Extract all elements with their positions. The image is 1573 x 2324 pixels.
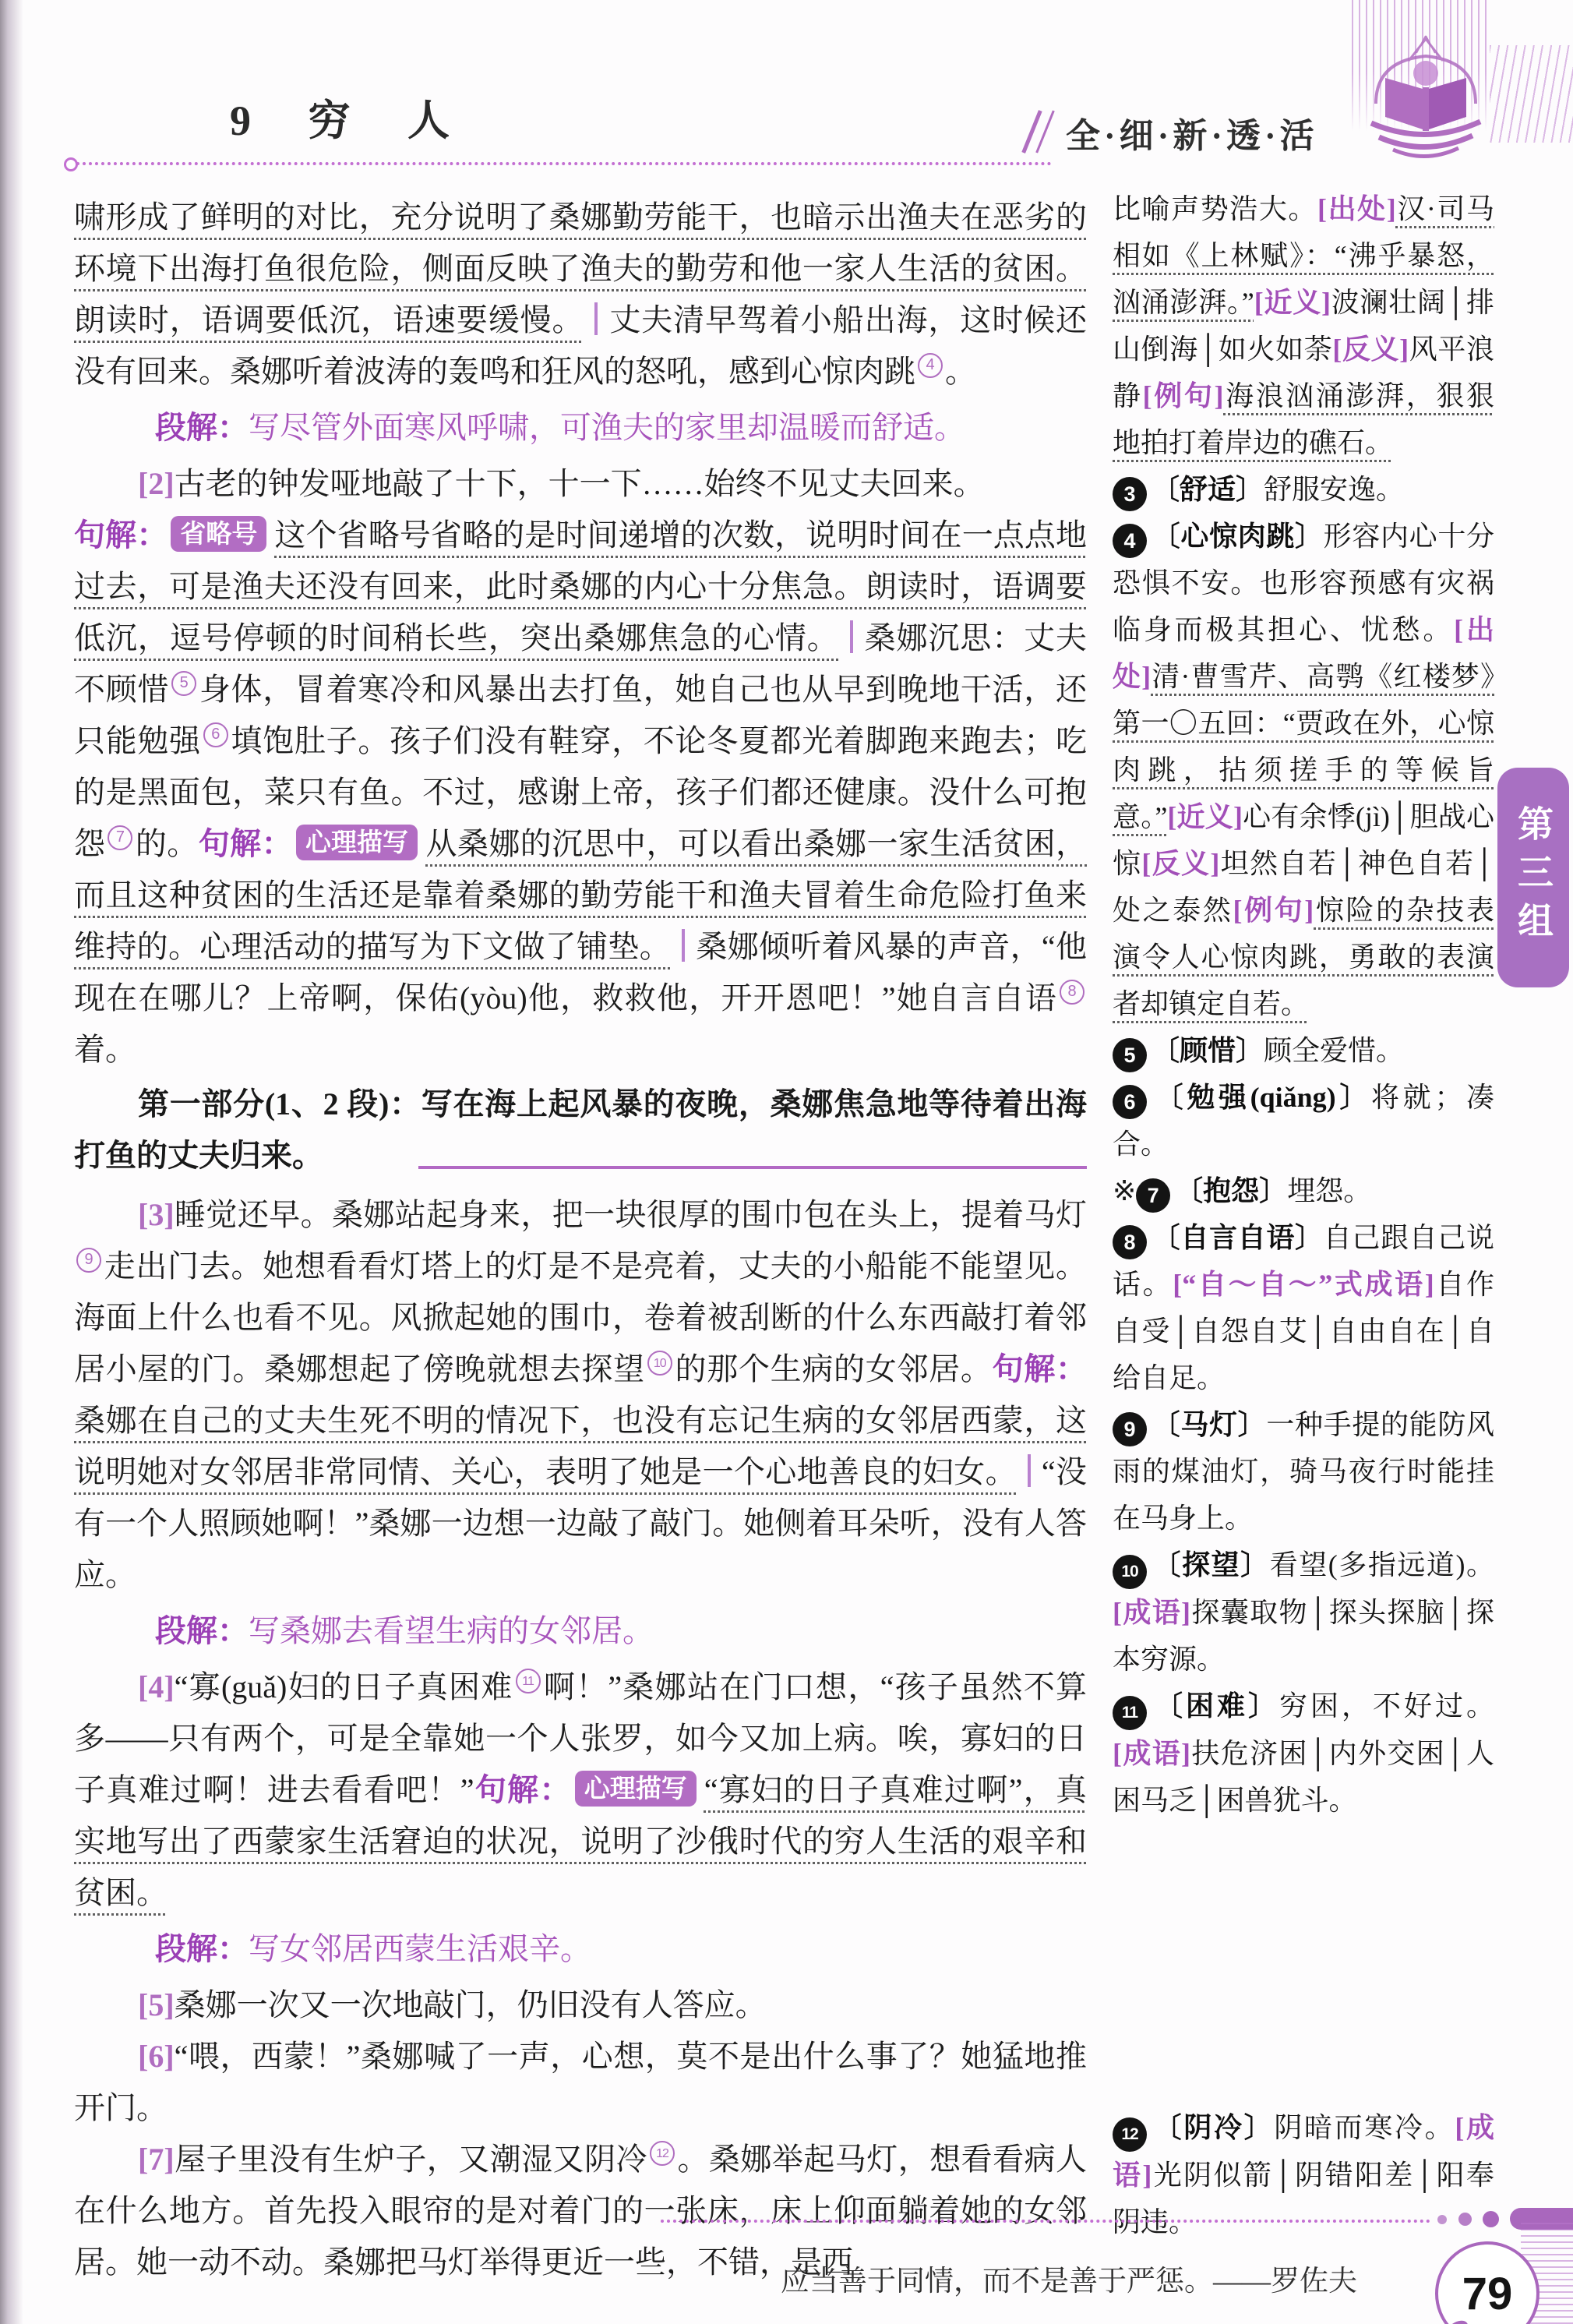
page-number: 79 [1462,2268,1513,2319]
paragraph-number: [2] [138,466,175,501]
analysis-underlined-text: 啸形成了鲜明的对比，充分说明了桑娜勤劳能干，也暗示出渔夫在恶劣的环境下出海打鱼很危险，侧面反映了渔夫的勤劳和他一家人生活的贫困。朗读时，语调要低沉，语速要缓慢。 [74,200,1087,337]
text-run: “喂，西蒙！”桑娜喊了一声，心想，莫不是出什么事了？她猛地推开门。 [74,2039,1087,2125]
footnote-ref-mark: 5 [171,671,196,696]
text-run: 的那个生病的女邻居。 [674,1351,993,1386]
lesson-paragraph [74,2031,1087,2134]
text-run: 波澜壮阔│排山倒海│如火如荼 [1113,287,1494,365]
book-reader-logo-icon [1362,30,1490,162]
note-number-badge: 5 [1113,1038,1147,1072]
sidebar-note [1113,513,1494,1027]
analysis-underlined-text: 从桑娜的沉思中，可以看出桑娜一家生活贫困，而且这种贫困的生活还是靠着桑娜的勤劳能干和渔夫冒着生命危险打鱼来维持的。心理活动的描写为下文做了铺垫。 [74,826,1088,964]
lesson-paragraph [74,1189,1087,1601]
text-run: 将就；凑合。 [1113,1082,1494,1160]
note-tag-label: [例句] [1233,895,1314,926]
footer-dotted-rule [661,2220,1430,2223]
scan-edge-shadow [0,0,23,2324]
note-number-badge: 8 [1113,1225,1147,1259]
technique-tag-badge: 心理描写 [575,1771,697,1807]
note-tag-label: [例句] [1142,380,1224,411]
note-term: 〔马灯〕 [1152,1409,1267,1440]
lesson-paragraph [74,1980,1087,2031]
note-number-badge: 7 [1136,1178,1170,1213]
separator-bar [594,302,598,335]
lesson-title: 9 穷 人 [230,97,473,144]
technique-tag-badge: 心理描写 [296,825,418,860]
jujie-label: 句解： [474,1772,572,1807]
lesson-paragraph [74,1662,1087,1919]
text-run: 埋怨。 [1287,1175,1372,1206]
unit-tab: 第三组 [1497,768,1569,987]
lesson-text-column [74,192,1087,2288]
footnote-ref-mark: 12 [650,2141,675,2166]
text-run: 古老的钟发哑地敲了十下，十一下……始终不见丈夫回来。 [174,466,985,501]
text-run: 啊！”桑娜站在门口想，“孩子虽然不算多——只有两个，可是全靠她一个人张罗，如今又加上病。唉，寡妇的日子真难过啊！进去看看吧！” [74,1669,1087,1807]
analysis-underlined-text: 桑娜在自己的丈夫生死不明的情况下，也没有忘记生病的女邻居西蒙，这说明她对女邻居非常同情、关心，表明了她是一个心地善良的妇女。 [74,1403,1087,1489]
sidebar-note [1113,1074,1494,1167]
note-number-badge: 10 [1113,1555,1147,1589]
analysis-underlined-text: 惊险的杂技表演令人心惊肉跳，勇敢的表演者却镇定自若。 [1113,895,1494,1019]
text-run: 睡觉还早。桑娜站起身来，把一块很厚的围巾包在头上，提着马灯 [174,1197,1087,1232]
duanjie-line [74,402,1087,454]
footnote-ref-mark: 9 [76,1248,101,1273]
note-number-badge: 4 [1113,524,1147,558]
technique-tag-badge: 省略号 [171,516,266,552]
separator-bar [682,929,685,962]
text-run: 光阴似箭│阴错阳差│阳奉阴违。 [1113,2160,1494,2237]
section-divider-line [418,1166,1087,1169]
duanjie-label: 段解： [155,1931,249,1966]
note-term: 〔心惊肉跳〕 [1152,521,1324,552]
footnote-ref-mark: 11 [516,1669,541,1694]
header-corner-hatch-decoration [1490,45,1573,143]
footnote-ref-mark: 7 [108,825,132,850]
sidebar-note [1113,1027,1494,1074]
note-term: 〔自言自语〕 [1152,1222,1324,1253]
duanjie-label: 段解： [155,410,249,445]
text-run: 扶危济困│内外交困│人困马乏│困兽犹斗。 [1113,1738,1495,1816]
separator-bar [1028,1454,1031,1487]
text-run: 。 [945,354,976,389]
sidebar-note [1113,2104,1494,2245]
note-tag-label: [成语] [1113,2112,1494,2191]
footnote-ref-mark: 6 [203,722,228,747]
note-tag-label: [出处] [1317,193,1396,224]
text-run: 着。 [74,1032,136,1067]
sidebar-note [1113,466,1494,513]
text-run: 阴暗而寒冷。 [1274,2112,1455,2143]
footer-dot-decoration [1458,2213,1472,2226]
note-term: 〔困难〕 [1152,1690,1279,1722]
note-term: 〔舒适〕 [1152,474,1264,505]
note-tag-label: [成语] [1113,1738,1191,1769]
note-term: 〔阴冷〕 [1152,2112,1275,2143]
note-tag-label: [反义] [1141,848,1220,879]
text-run: 自作自受│自怨自艾│自由自在│自给自足。 [1113,1269,1494,1393]
note-tag-label: [近义] [1254,287,1331,318]
analysis-underlined-text: 清·曹雪芹、高鹗《红楼梦》第一〇五回：“贾政在外，心惊肉跳，拈须搓手的等候旨意。” [1113,661,1494,832]
sidebar-note [1113,1401,1494,1542]
note-tag-label: [反义] [1332,334,1409,365]
paragraph-number: [7] [138,2142,175,2177]
footer-quote: 应当善于同情，而不是善于严惩。——罗佐夫 [781,2266,1357,2298]
text-run: 一种手提的能防风雨的煤油灯，骑马夜行时能挂在马身上。 [1113,1409,1494,1534]
analysis-underlined-text: 汉·司马相如《上林赋》：“沸乎暴怒，汹涌澎湃。” [1113,193,1494,318]
lesson-paragraph [74,510,1087,1075]
annotation-sidebar [1113,185,1494,2245]
text-run: 看望(多指远道)。 [1269,1549,1494,1581]
paragraph-number: [4] [138,1669,175,1704]
analysis-underlined-text: 海浪汹涌澎湃，狠狠地拍打着岸边的礁石。 [1113,380,1494,458]
duanjie-label: 段解： [155,1613,249,1648]
sidebar-note [1113,185,1494,466]
analysis-underlined-text: “寡妇的日子真难过啊”，真实地写出了西蒙家生活窘迫的状况，说明了沙俄时代的穷人生活的艰辛和贫困。 [74,1772,1087,1910]
text-run: 身体，冒着寒冷和风暴出去打鱼，她自己也从早到晚地干活，还只能勉强 [74,672,1088,758]
text-run: “没有一个人照顾她啊！”桑娜一边想一边敲了敲门。她侧着耳朵听，没有人答应。 [74,1454,1087,1592]
header-dotted-rule [76,162,1052,165]
note-tag-label: [成语] [1113,1597,1191,1628]
text-run: 。桑娜举起马灯，想看看病人在什么地方。首先投入眼帘的是对着门的一张床，床上仰面躺着她的女邻居。她一动不动。桑娜把马灯举得更近一些，不错，是西 [74,2142,1088,2280]
text-run: 形容内心十分恐惧不安。也形容预感有灾祸临身而极其担心、忧愁。 [1113,521,1494,645]
sidebar-note [1113,1683,1494,1824]
text-run: 探囊取物│探头探脑│探本穷源。 [1113,1597,1495,1675]
footnote-ref-mark: 10 [647,1351,672,1376]
jujie-label: 句解： [198,826,294,861]
text-run: 屋子里没有生炉子，又潮湿又阴冷 [174,2142,648,2177]
duanjie-line [74,1923,1087,1975]
note-term: 〔顾惜〕 [1152,1035,1264,1066]
note-number-badge: 11 [1113,1696,1147,1730]
duanjie-text: 写女邻居西蒙生活艰辛。 [249,1931,591,1966]
note-term: 〔探望〕 [1152,1549,1270,1581]
duanjie-text: 写桑娜去看望生病的女邻居。 [249,1613,654,1648]
text-run: 的。 [135,826,199,861]
sidebar-note [1113,1542,1494,1683]
text-run: 风平浪静 [1113,334,1494,411]
footer-dot-decoration [1437,2215,1447,2224]
duanjie-text: 写尽管外面寒风呼啸，可渔夫的家里却温暖而舒适。 [249,410,965,445]
lesson-paragraph [74,192,1087,397]
text-run: 自己跟自己说话。 [1113,1222,1494,1300]
footnote-ref-mark: 4 [918,353,943,378]
note-tag-label: [“自～自～”式成语] [1173,1269,1434,1300]
text-run: 丈夫清早驾着小船出海，这时候还没有回来。桑娜听着波涛的轰鸣和狂风的怒吼，感到心惊肉跳 [74,302,1088,389]
text-run: 舒服安逸。 [1264,474,1405,505]
analysis-underlined-text: 这个省略号省略的是时间递增的次数，说明时间在一点点地过去，可是渔夫还没有回来，此时桑娜的内心十分焦急。朗读时，语调要低沉，逗号停顿的时间稍长些，突出桑娜焦急的心情。 [74,517,1088,655]
text-run: 坦然自若│神色自若│处之泰然 [1113,848,1494,926]
note-term: 〔抱怨〕 [1175,1175,1288,1206]
note-number-badge: 12 [1113,2117,1147,2152]
jujie-label: 句解： [992,1351,1088,1386]
sidebar-note [1113,1167,1494,1214]
series-slogan: 全·细·新·透·活 [1066,117,1318,155]
separator-bar [850,620,853,653]
lesson-paragraph [74,458,1087,510]
text-run: 顾全爱惜。 [1264,1035,1405,1066]
text-run: 桑娜一次又一次地敲门，仍旧没有人答应。 [174,1987,767,2022]
paragraph-number: [6] [138,2039,175,2074]
text-run: 填饱肚子。孩子们没有鞋穿，不论冬夏都光着脚跑来跑去；吃的是黑面包，菜只有鱼。不过，感谢上帝，孩子们都还健康。没什么可抱怨 [74,723,1088,861]
duanjie-line [74,1605,1087,1657]
note-tag-label: [出处] [1113,614,1494,692]
text-run: 桑娜倾听着风暴的声音，“他现在在哪儿？上帝啊，保佑(yòu)他，救救他，开开恩吧！”她自言自语 [74,929,1087,1015]
note-tag-label: [近义] [1167,801,1243,832]
note-number-badge: 9 [1113,1412,1147,1446]
paragraph-number: [5] [138,1987,175,2022]
note-number-badge: 3 [1113,477,1147,511]
note-star-mark: ※ [1113,1175,1137,1206]
text-run: 比喻声势浩大。 [1113,193,1318,224]
footer-dot-decoration [1483,2211,1499,2227]
footnote-ref-mark: 8 [1060,980,1085,1005]
note-term: 〔勉强(qiǎng)〕 [1152,1082,1371,1113]
text-run: “寡(guǎ)妇的日子真困难 [174,1669,513,1704]
sidebar-note [1113,1214,1494,1401]
part-summary-text: 第一部分(1、2 段)：写在海上起风暴的夜晚，桑娜焦急地等待着出海打鱼的丈夫归来。 [74,1086,1087,1173]
text-run: 走出门去。她想看看灯塔上的灯是不是亮着，丈夫的小船能不能望见。海面上什么也看不见。风掀起她的围巾，卷着被刮断的什么东西敲打着邻居小屋的门。桑娜想起了傍晚就想去探望 [74,1249,1087,1386]
text-run: 穷困，不好过。 [1279,1690,1494,1722]
note-number-badge: 6 [1113,1085,1147,1119]
text-run: 桑娜沉思：丈夫不顾惜 [74,620,1088,707]
part-summary [74,1079,1087,1181]
paragraph-number: [3] [138,1197,175,1232]
text-run: 心有余悸(jì)│胆战心惊 [1113,801,1494,879]
jujie-label: 句解： [74,517,168,553]
